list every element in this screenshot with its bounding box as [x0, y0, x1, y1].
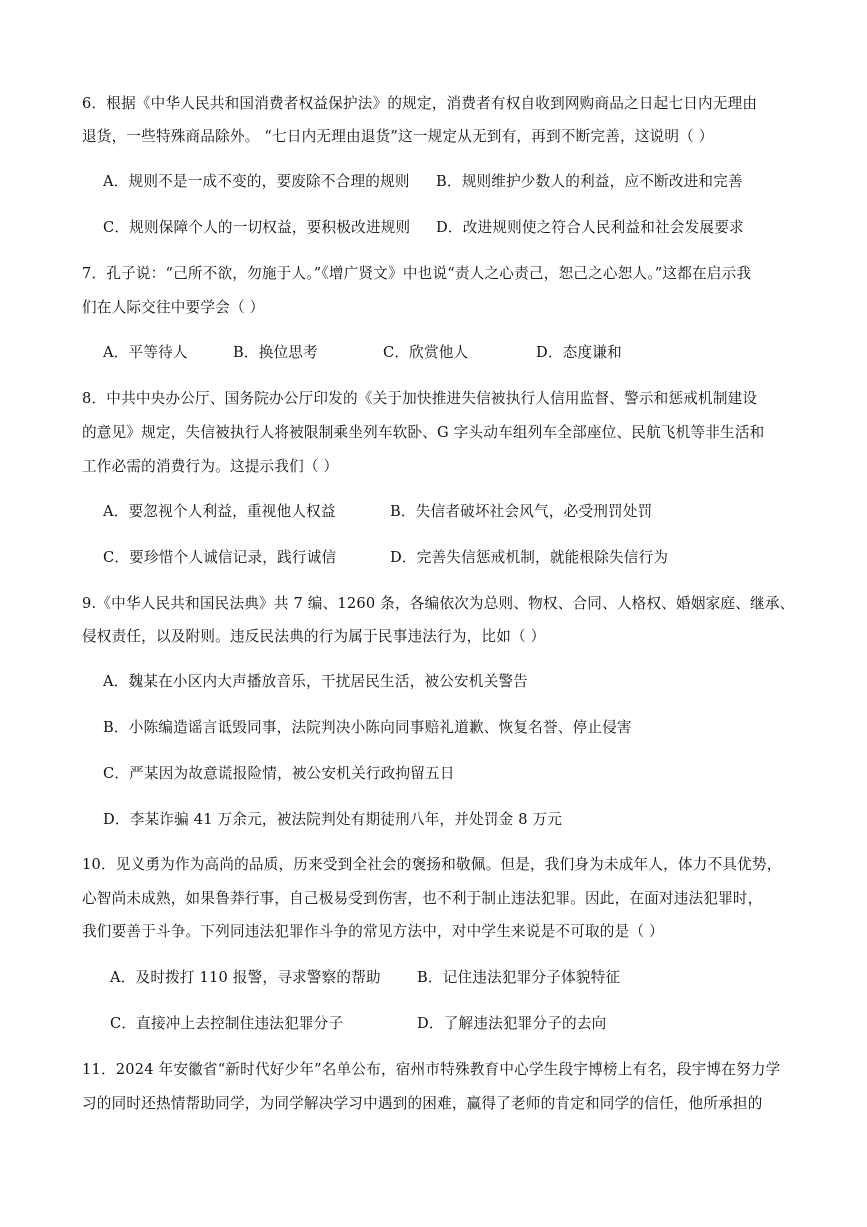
- q7-option-a: A．平等待人: [103, 344, 188, 361]
- q6-option-c: C．规则保障个人的一切权益，要积极改进规则: [103, 219, 411, 236]
- q10-stem-line-3: 我们要善于斗争。下列同违法犯罪作斗争的常见方法中，对中学生来说是不可取的是（ ）: [82, 923, 664, 940]
- q7-option-b: B．换位思考: [233, 344, 318, 361]
- q7-option-d: D．态度谦和: [536, 344, 622, 361]
- q10-stem-line-2: 心智尚未成熟，如果鲁莽行事，自己极易受到伤害，也不利于制止违法犯罪。因此，在面对违法犯罪时，: [82, 890, 763, 907]
- q9-option-d: D．李某诈骗 41 万余元，被法院判处有期徒刑八年，并处罚金 8 万元: [103, 811, 563, 828]
- q10-option-c: C．直接冲上去控制住违法犯罪分子: [110, 1015, 344, 1032]
- q8-stem-line-2: 的意见》规定，失信被执行人将被限制乘坐列车软卧、G 字头动车组列车全部座位、民航飞机等非生活和: [82, 424, 765, 441]
- q10-option-b: B．记住违法犯罪分子体貌特征: [417, 969, 621, 986]
- q10-option-d: D．了解违法犯罪分子的去向: [417, 1015, 607, 1032]
- q9-stem-line-2: 侵权责任，以及附则。违反民法典的行为属于民事违法行为，比如（ ）: [82, 628, 546, 645]
- q6-stem-line-1: 6．根据《中华人民共和国消费者权益保护法》的规定，消费者有权自收到网购商品之日起七日内无理由: [82, 95, 758, 112]
- q7-stem-line-1: 7．孔子说：“己所不欲，勿施于人。”《增广贤文》中也说“责人之心责己，恕己之心恕人。”这都在启示我: [82, 265, 752, 282]
- q9-option-a: A．魏某在小区内大声播放音乐，干扰居民生活，被公安机关警告: [103, 673, 528, 690]
- q10-option-a: A．及时拨打 110 报警，寻求警察的帮助: [110, 969, 381, 986]
- q10-stem-line-1: 10．见义勇为作为高尚的品质，历来受到全社会的褒扬和敬佩。但是，我们身为未成年人，体力不具优势，: [82, 856, 782, 873]
- q6-stem-line-2: 退货，一些特殊商品除外。 “七日内无理由退货”这一规定从无到有，再到不断完善，这说明（ ）: [82, 128, 714, 145]
- q8-stem-line-3: 工作必需的消费行为。这提示我们（ ）: [82, 458, 339, 475]
- q9-stem-line-1: 9.《中华人民共和国民法典》共 7 编、1260 条，各编依次为总则、物权、合同、人格权、婚姻家庭、继承、: [82, 595, 795, 612]
- q11-stem-line-2: 习的同时还热情帮助同学，为同学解决学习中遇到的困难，赢得了老师的肯定和同学的信任，他所承担的: [82, 1095, 763, 1112]
- q9-option-c: C．严某因为故意谎报险情，被公安机关行政拘留五日: [103, 765, 455, 782]
- q8-option-b: B．失信者破坏社会风气，必受刑罚处罚: [390, 503, 653, 520]
- q8-option-a: A．要忽视个人利益，重视他人权益: [103, 503, 336, 520]
- q7-stem-line-2: 们在人际交往中要学会（ ）: [82, 299, 265, 316]
- q11-stem-line-1: 11．2024 年安徽省“新时代好少年”名单公布，宿州市特殊教育中心学生段宇博榜上有名，段宇博在努力学: [82, 1061, 781, 1078]
- q6-option-d: D．改进规则使之符合人民利益和社会发展要求: [436, 219, 744, 236]
- q8-stem-line-1: 8．中共中央办公厅、国务院办公厅印发的《关于加快推进失信被执行人信用监督、警示和惩戒机制建设: [82, 390, 758, 407]
- q8-option-d: D．完善失信惩戒机制，就能根除失信行为: [390, 549, 669, 566]
- q8-option-c: C．要珍惜个人诚信记录，践行诚信: [103, 549, 337, 566]
- q6-option-a: A．规则不是一成不变的，要废除不合理的规则: [103, 173, 410, 190]
- q9-option-b: B．小陈编造谣言诋毁同事，法院判决小陈向同事赔礼道歉、恢复名誉、停止侵害: [103, 719, 632, 736]
- q7-option-c: C．欣赏他人: [383, 344, 469, 361]
- q6-option-b: B．规则维护少数人的利益，应不断改进和完善: [436, 173, 743, 190]
